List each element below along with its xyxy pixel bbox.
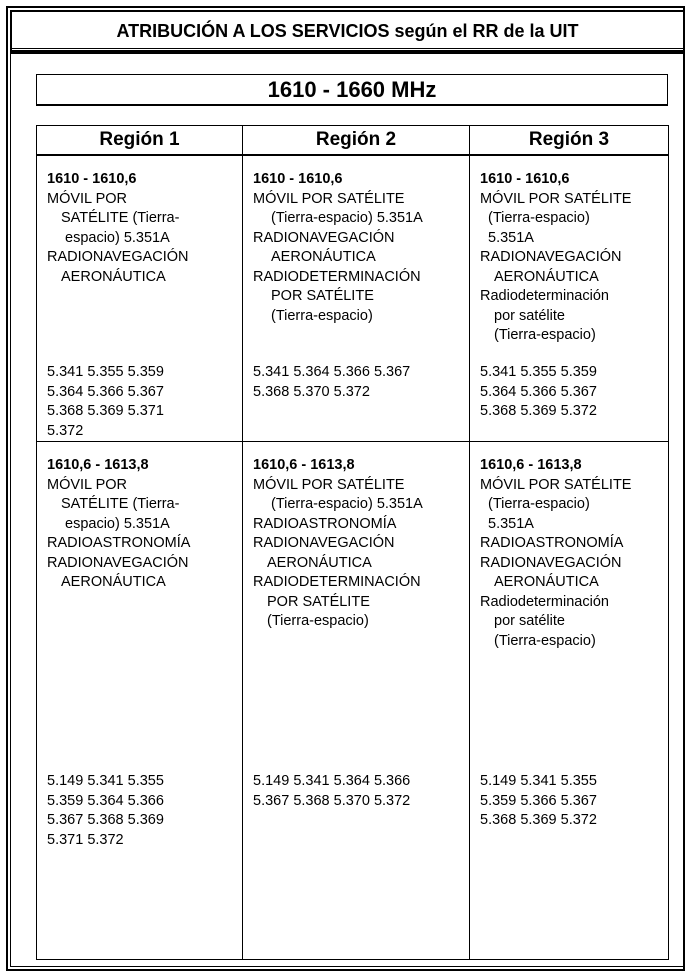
table-cell [243, 155, 470, 442]
footnote-line: 5.359 5.366 5.367 [480, 792, 597, 809]
footnote-refs [253, 772, 410, 811]
footnote-line: 5.368 5.370 5.372 [253, 383, 370, 400]
band-range: 1610,6 - 1613,8 [253, 457, 355, 473]
footnote-line: 5.368 5.369 5.372 [480, 812, 597, 828]
service-line: SATÉLITE (Tierra- [61, 210, 180, 226]
table-cell [470, 155, 669, 442]
service-line: por satélite [494, 613, 565, 629]
band-range: 1610,6 - 1613,8 [47, 457, 149, 473]
frequency-band-label: 1610 - 1660 MHz [36, 74, 668, 106]
service-line: RADIODETERMINACIÓN [253, 268, 421, 285]
service-line: (Tierra-espacio) [271, 307, 373, 324]
service-line: RADIOASTRONOMÍA [47, 535, 191, 551]
service-line: POR SATÉLITE [271, 288, 374, 304]
service-line: RADIOASTRONOMÍA [480, 535, 624, 551]
service-line: MÓVIL POR SATÉLITE [480, 476, 632, 493]
footnote-line: 5.368 5.369 5.371 [47, 403, 164, 419]
service-line: AERONÁUTICA [267, 554, 372, 571]
footnote-refs [480, 363, 597, 422]
column-header-region-1: Región 1 [37, 126, 243, 156]
footnote-line: 5.341 5.355 5.359 [47, 364, 164, 380]
footnote-line: 5.149 5.341 5.355 [47, 773, 164, 789]
service-line: (Tierra-espacio) 5.351A [271, 496, 423, 512]
footnote-line: 5.367 5.368 5.369 [47, 812, 164, 828]
footnote-line: 5.341 5.364 5.366 5.367 [253, 364, 411, 380]
service-line: AERONÁUTICA [271, 249, 376, 265]
service-line: RADIOASTRONOMÍA [253, 515, 397, 532]
service-line: (Tierra-espacio) [488, 496, 590, 512]
footnote-refs [480, 772, 597, 831]
column-header-region-3: Región 3 [470, 126, 669, 156]
service-line: RADIONAVEGACIÓN [253, 535, 395, 551]
service-line: RADIONAVEGACIÓN [47, 554, 189, 571]
band-range: 1610 - 1610,6 [253, 171, 343, 187]
service-line: Radiodeterminación [480, 593, 609, 610]
service-line: MÓVIL POR [47, 190, 128, 207]
service-line: 5.351A [488, 515, 534, 532]
service-line: AERONÁUTICA [61, 574, 166, 590]
service-line: MÓVIL POR SATÉLITE [253, 476, 405, 493]
table-cell [37, 155, 243, 442]
service-line: MÓVIL POR [47, 476, 128, 493]
service-line: SATÉLITE (Tierra- [61, 496, 180, 512]
service-line: RADIODETERMINACIÓN [253, 574, 421, 590]
service-line: RADIONAVEGACIÓN [480, 249, 622, 265]
service-line: RADIONAVEGACIÓN [480, 554, 622, 571]
footnote-line: 5.364 5.366 5.367 [480, 383, 597, 400]
service-line: por satélite [494, 307, 565, 324]
footnote-line: 5.149 5.341 5.364 5.366 [253, 773, 411, 789]
band-range: 1610 - 1610,6 [480, 171, 570, 187]
footnote-refs [47, 363, 164, 441]
service-line: (Tierra-espacio) [488, 210, 590, 226]
footnote-line: 5.367 5.368 5.370 5.372 [253, 792, 411, 809]
footnote-line: 5.341 5.355 5.359 [480, 364, 597, 380]
table-header-row [37, 126, 669, 156]
table-row [37, 155, 669, 442]
footnote-line: 5.364 5.366 5.367 [47, 383, 164, 400]
footnote-refs [253, 363, 410, 402]
table-row [37, 442, 669, 960]
allocation-table [36, 125, 669, 960]
document-title: ATRIBUCIÓN A LOS SERVICIOS según el RR de la UIT [10, 10, 685, 52]
footnote-line: 5.359 5.364 5.366 [47, 792, 164, 809]
band-range: 1610,6 - 1613,8 [480, 457, 582, 473]
service-line: (Tierra-espacio) [494, 632, 596, 649]
service-line: POR SATÉLITE [267, 593, 370, 610]
service-line: Radiodeterminación [480, 288, 609, 304]
service-line: 5.351A [488, 229, 534, 246]
service-line: AERONÁUTICA [494, 268, 599, 285]
band-range: 1610 - 1610,6 [47, 171, 137, 187]
footnote-line: 5.368 5.369 5.372 [480, 403, 597, 419]
footnote-line: 5.372 [47, 422, 84, 439]
service-line: (Tierra-espacio) [267, 613, 369, 629]
service-line: AERONÁUTICA [494, 574, 599, 590]
footnote-refs [47, 772, 164, 850]
service-line: (Tierra-espacio) 5.351A [271, 210, 423, 226]
service-line: RADIONAVEGACIÓN [253, 229, 395, 246]
column-header-region-2: Región 2 [243, 126, 470, 156]
table-cell [470, 442, 669, 960]
service-line: (Tierra-espacio) [494, 327, 596, 343]
service-line: espacio) 5.351A [65, 515, 170, 532]
service-line: MÓVIL POR SATÉLITE [480, 190, 632, 207]
footnote-line: 5.149 5.341 5.355 [480, 773, 597, 789]
service-line: espacio) 5.351A [65, 229, 170, 246]
service-line: MÓVIL POR SATÉLITE [253, 190, 405, 207]
footnote-line: 5.371 5.372 [47, 831, 124, 848]
service-line: AERONÁUTICA [61, 268, 166, 285]
table-cell [243, 442, 470, 960]
service-line: RADIONAVEGACIÓN [47, 249, 189, 265]
table-cell [37, 442, 243, 960]
